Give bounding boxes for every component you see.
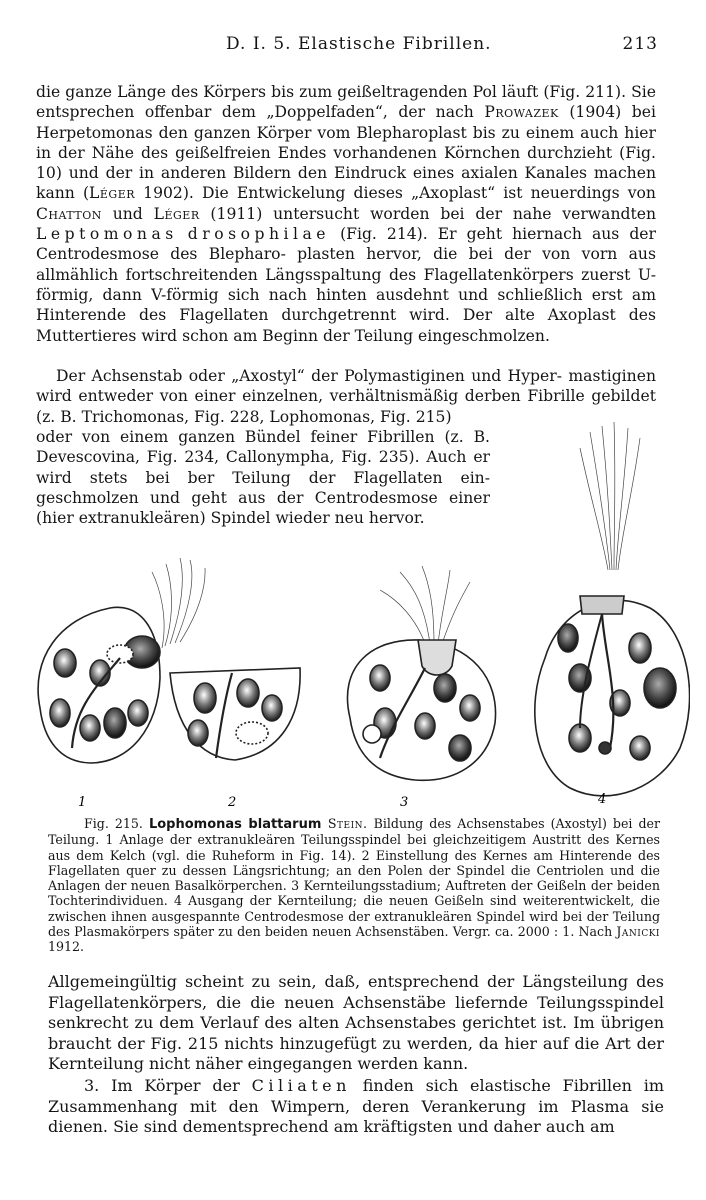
author-leger-2: Léger — [153, 204, 200, 223]
running-header — [36, 34, 658, 58]
species-drosophilae: drosophilae — [187, 225, 331, 244]
paragraph-axoplast: die ganze Länge des Körpers bis zum geißeltragenden Pol läuft (Fig. 211). Sie entsprechen offenbar dem „Doppelfaden“, der nach Prowazek (1904) bei Herpetomonas den ganzen Körper vom Blepharoplast bis zu einem auch hier in der Nähe des geißelfreien Endes vorhandenen Körnchen durchzieht (Fig. 10) und der in anderen Bildern den Eindruck eines axialen Kanales machen kann (Léger 1902). Die Entwickelung dieses „Axoplast“ ist neuerdings von Chatton und Léger (1911) untersucht worden bei der nahe verwandten Leptomonas drosophilae (Fig. 214). Er geht hiernach aus der Centrodesmose des Blepharo- plasten hervor, die bei der von vorn aus allmählich fortschreitenden Längsspaltung des Flagellatenkörpers zuerst U-förmig, dann V-förmig sich nach hinten ausdehnt und schließlich erst am Hinterende des Flagellaten durchgetrennt wird. Der alte Axoplast des Muttertieres wird schon am Beginn der Teilung eingeschmolzen. — [36, 83, 657, 345]
author-janicki: Janicki — [616, 924, 660, 940]
paragraph-ciliates: 3. Im Körper der Ciliaten finden sich elastische Fibrillen im Zusammenhang mit den Wimpern, deren Verankerung im Plasma sie dienen. Sie sind dementsprechend am kräftigsten und daher auch am — [48, 1076, 665, 1137]
figure-215-drawings — [20, 548, 690, 818]
figure-label-1: 1 — [78, 795, 87, 810]
paragraph-generalization: Allgemeingültig scheint zu sein, daß, entsprechend der Längsteilung des Flagellatenkörpers, die die neuen Achsenstäbe liefernde Teilungsspindel senkrecht zu dem Verlauf des alten Achsenstabes gerichtet ist. Im übrigen braucht der Fig. 215 nichts hinzugefügt zu werden, da hier auf die Art der Kernteilung nicht näher eingegangen werden kann. — [48, 972, 664, 1074]
cell-1 — [38, 558, 205, 763]
paragraph-axostyl: Der Achsenstab oder „Axostyl“ der Polymastiginen und Hyper- mastiginen wird entweder von einer einzelnen, verhältnismäßig derben Fibrille gebildet (z. B. Trichomonas, Fig. 228, Lophomonas, Fig. 215) — [36, 367, 656, 426]
genus-leptomonas: Leptomonas — [36, 225, 178, 244]
figure-caption: Fig. 215. Lophomonas blattarum Stein. Bildung des Achsenstabes (Axostyl) bei der Teilung. 1 Anlage der extranukleären Teilungsspindel bei gleichzeitigem Austritt des Kernes aus dem Kelch (vgl. die Ruheform in Fig. 14). 2 Einstellung des Kernes am Hinterende des Flagellaten quer zu dessen Längsrichtung; an den Polen der Spindel die Centriolen und die Anlagen der neuen Basalkörperchen. 3 Kernteilungsstadium; Auftreten der Geißeln der beiden Tochterindividuen. 4 Ausgang der Kernteilung; die neuen Geißeln sind weiterentwickelt, die zwischen ihnen ausgespannte Centrodesmose der extranukleären Spindel wird bei der Teilung des Plasmakörpers später zu den beiden neuen Achsenstäben. Vergr. ca. 2000 : 1. Nach Janicki 1912. — [48, 816, 661, 955]
figure-label-2: 2 — [228, 795, 237, 810]
running-title: D. I. 5. Elastische Fibrillen. — [226, 34, 492, 54]
cell-3 — [347, 566, 495, 780]
page-number: 213 — [622, 34, 658, 54]
species-name: Lophomonas blattarum — [148, 817, 322, 832]
cell-2 — [170, 668, 300, 760]
term-ciliaten: Ciliaten — [251, 1076, 351, 1095]
figure-label-4: 4 — [598, 792, 607, 807]
author-leger: Léger — [89, 184, 136, 203]
cell-4 — [535, 596, 690, 796]
author-chatton: Chatton — [36, 204, 102, 223]
author-stein: Stein. — [321, 816, 368, 831]
author-prowazek: Prowazek — [484, 103, 559, 122]
paragraph-axostyl-cont: oder von einem ganzen Bündel feiner Fibrillen (z. B. Devescovina, Fig. 234, Callonympha, Fig. 235). Auch er wird stets bei ber Teilung der Flagellaten ein- geschmolzen und geht aus der Centrodesmose einer (hier extranukleären) Spindel wieder neu hervor. — [36, 428, 490, 528]
figure-215 — [20, 548, 690, 818]
figure-label-3: 3 — [400, 795, 409, 810]
